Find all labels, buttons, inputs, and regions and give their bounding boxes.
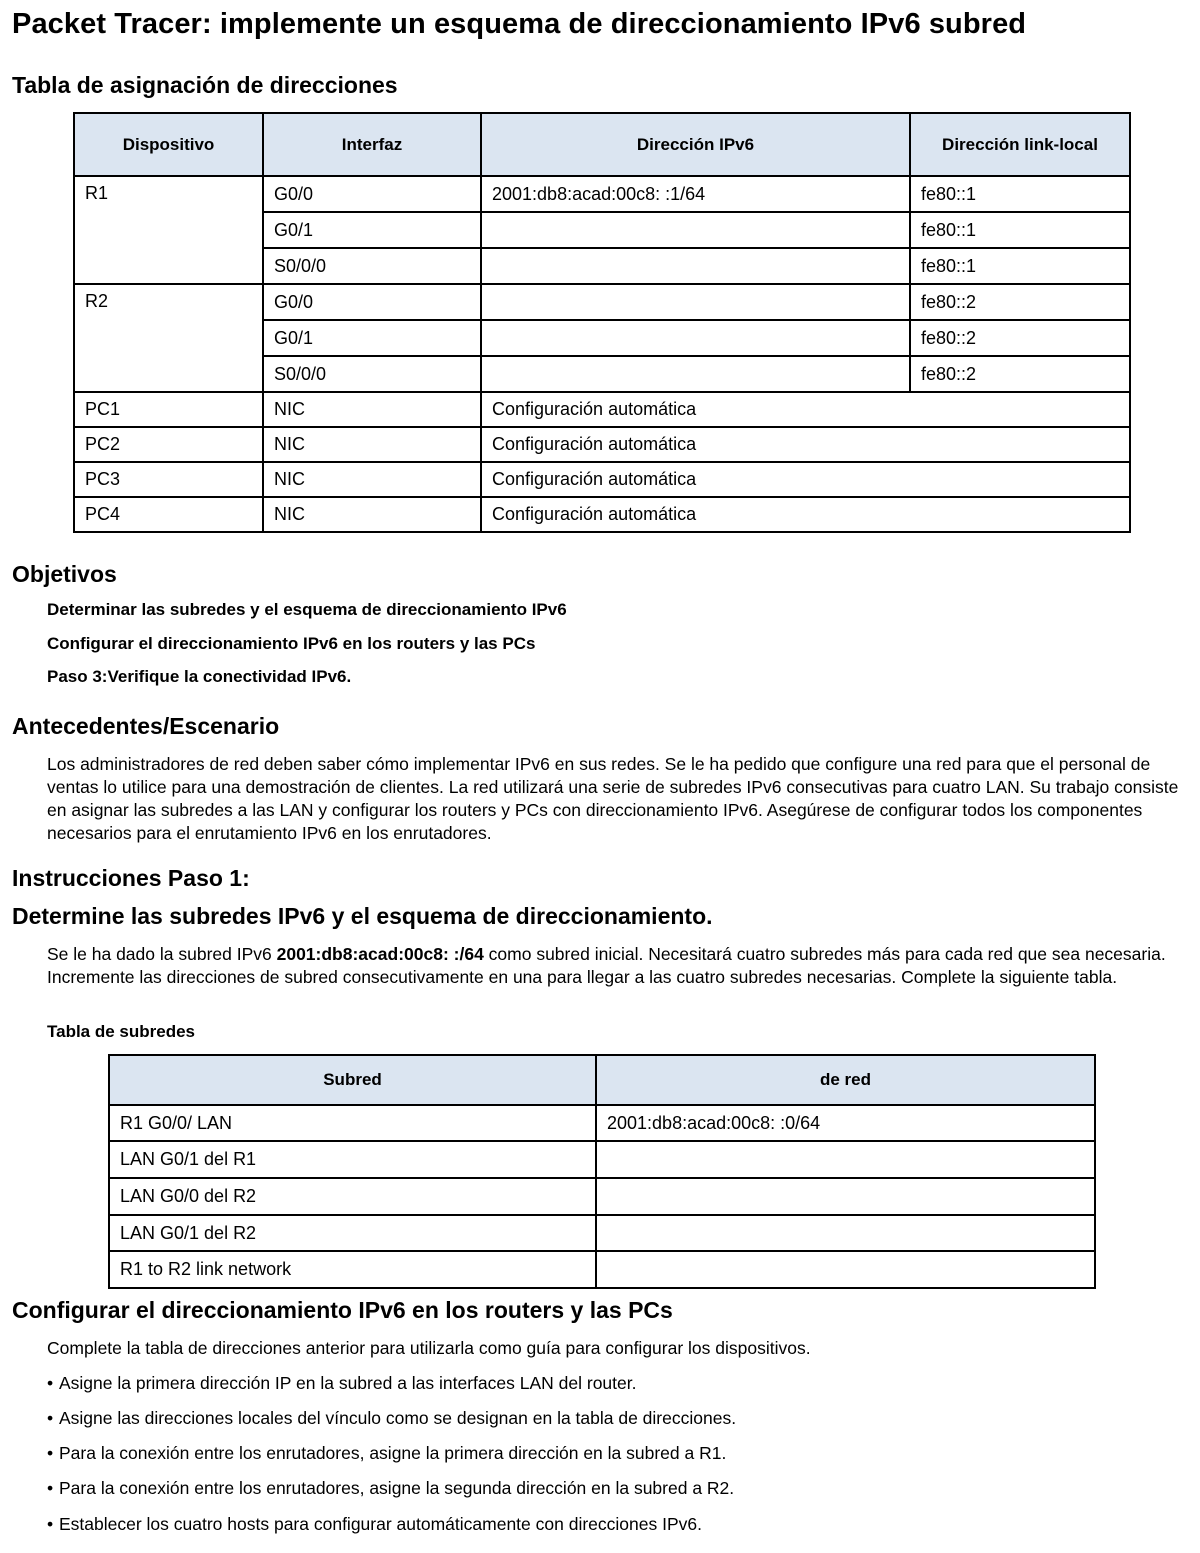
subnet-table bbox=[108, 1054, 1096, 1289]
subnet-address-cell bbox=[596, 1215, 1095, 1251]
header-dispositivo: Dispositivo bbox=[74, 113, 263, 176]
device-cell: R2 bbox=[74, 284, 263, 392]
subnet-name-cell: LAN G0/1 del R1 bbox=[109, 1141, 596, 1178]
table-row bbox=[109, 1141, 1095, 1178]
bullet: • bbox=[47, 1443, 54, 1463]
ipv6-cell bbox=[481, 284, 910, 320]
ipv6-cell: Configuración automática bbox=[481, 392, 1130, 427]
background-heading: Antecedentes/Escenario bbox=[12, 713, 280, 739]
link-local-cell: fe80::2 bbox=[910, 284, 1130, 320]
instructions-heading: Instrucciones Paso 1: bbox=[12, 865, 250, 891]
interface-cell: S0/0/0 bbox=[263, 248, 481, 284]
step1-paragraph bbox=[47, 943, 1182, 989]
bullet: • bbox=[47, 1514, 54, 1534]
ipv6-cell: 2001:db8:acad:00c8: :1/64 bbox=[481, 176, 910, 212]
subnet-address-cell: 2001:db8:acad:00c8: :0/64 bbox=[596, 1105, 1095, 1141]
objective-item: Paso 3:Verifique la conectividad IPv6. bbox=[47, 667, 352, 686]
link-local-cell: fe80::1 bbox=[910, 248, 1130, 284]
bullet-text: Para la conexión entre los enrutadores, asigne la primera dirección en la subred a R1. bbox=[59, 1443, 727, 1463]
subnet-name-cell: LAN G0/1 del R2 bbox=[109, 1215, 596, 1251]
subnet-address-cell bbox=[596, 1251, 1095, 1288]
table-row bbox=[74, 176, 1130, 212]
bullet-text: Establecer los cuatro hosts para configurar automáticamente con direcciones IPv6. bbox=[59, 1514, 702, 1534]
ipv6-cell bbox=[481, 356, 910, 392]
bullet-text: Asigne la primera dirección IP en la subred a las interfaces LAN del router. bbox=[59, 1373, 637, 1393]
configure-intro: Complete la tabla de direcciones anterior para utilizarla como guía para configurar los dispositivos. bbox=[47, 1338, 811, 1358]
step1-text-post: como subred inicial. Necesitará cuatro subredes más para cada red que sea necesaria. Incremente las direcciones de subred consecutivamente en una para llegar a las cuatro subredes necesarias. Complete la siguiente tabla. bbox=[47, 944, 1166, 987]
subnet-header-row bbox=[109, 1055, 1095, 1105]
table-row bbox=[109, 1215, 1095, 1251]
list-item bbox=[47, 1514, 702, 1535]
link-local-cell: fe80::2 bbox=[910, 320, 1130, 356]
addressing-table-heading: Tabla de asignación de direcciones bbox=[12, 72, 398, 98]
table-row bbox=[74, 462, 1130, 497]
bullet-text: Asigne las direcciones locales del vínculo como se designan en la tabla de direcciones. bbox=[59, 1408, 737, 1428]
link-local-cell: fe80::2 bbox=[910, 356, 1130, 392]
header-link-local: Dirección link-local bbox=[910, 113, 1130, 176]
header-interfaz: Interfaz bbox=[263, 113, 481, 176]
device-cell: PC3 bbox=[74, 462, 263, 497]
interface-cell: NIC bbox=[263, 462, 481, 497]
list-item bbox=[47, 1408, 736, 1429]
table-row bbox=[109, 1178, 1095, 1215]
device-cell: PC4 bbox=[74, 497, 263, 532]
subnet-name-cell: R1 G0/0/ LAN bbox=[109, 1105, 596, 1141]
step1-text-pre: Se le ha dado la subred IPv6 bbox=[47, 944, 277, 964]
subnet-address-cell bbox=[596, 1141, 1095, 1178]
addressing-header-row bbox=[74, 113, 1130, 176]
interface-cell: NIC bbox=[263, 392, 481, 427]
list-item bbox=[47, 1443, 726, 1464]
header-subred: Subred bbox=[109, 1055, 596, 1105]
header-de-red: de red bbox=[596, 1055, 1095, 1105]
objective-item: Configurar el direccionamiento IPv6 en los routers y las PCs bbox=[47, 634, 536, 653]
interface-cell: G0/0 bbox=[263, 284, 481, 320]
ipv6-cell bbox=[481, 320, 910, 356]
configure-heading: Configurar el direccionamiento IPv6 en los routers y las PCs bbox=[12, 1297, 673, 1323]
subnet-address-cell bbox=[596, 1178, 1095, 1215]
interface-cell: NIC bbox=[263, 427, 481, 462]
step1-heading: Determine las subredes IPv6 y el esquema de direccionamiento. bbox=[12, 903, 713, 929]
objective-item: Determinar las subredes y el esquema de direccionamiento IPv6 bbox=[47, 600, 567, 619]
table-row bbox=[74, 392, 1130, 427]
subnet-name-cell: LAN G0/0 del R2 bbox=[109, 1178, 596, 1215]
list-item bbox=[47, 1478, 734, 1499]
table-row bbox=[74, 284, 1130, 320]
table-row bbox=[74, 427, 1130, 462]
table-row bbox=[109, 1251, 1095, 1288]
interface-cell: NIC bbox=[263, 497, 481, 532]
device-cell: PC1 bbox=[74, 392, 263, 427]
list-item bbox=[47, 1373, 636, 1394]
ipv6-cell bbox=[481, 212, 910, 248]
interface-cell: S0/0/0 bbox=[263, 356, 481, 392]
subnet-table-heading: Tabla de subredes bbox=[47, 1022, 196, 1041]
link-local-cell: fe80::1 bbox=[910, 176, 1130, 212]
bullet: • bbox=[47, 1373, 54, 1393]
interface-cell: G0/1 bbox=[263, 212, 481, 248]
link-local-cell: fe80::1 bbox=[910, 212, 1130, 248]
addressing-table bbox=[73, 112, 1131, 533]
page-title: Packet Tracer: implemente un esquema de direccionamiento IPv6 subred bbox=[12, 8, 1027, 40]
bullet: • bbox=[47, 1478, 54, 1498]
table-row bbox=[109, 1105, 1095, 1141]
header-ipv6: Dirección IPv6 bbox=[481, 113, 910, 176]
interface-cell: G0/0 bbox=[263, 176, 481, 212]
objectives-heading: Objetivos bbox=[12, 561, 117, 587]
bullet: • bbox=[47, 1408, 54, 1428]
initial-subnet: 2001:db8:acad:00c8: :/64 bbox=[276, 944, 484, 964]
device-cell: R1 bbox=[74, 176, 263, 284]
ipv6-cell: Configuración automática bbox=[481, 497, 1130, 532]
table-row bbox=[74, 497, 1130, 532]
ipv6-cell: Configuración automática bbox=[481, 462, 1130, 497]
ipv6-cell: Configuración automática bbox=[481, 427, 1130, 462]
background-paragraph: Los administradores de red deben saber cómo implementar IPv6 en sus redes. Se le ha pedido que configure una red para que el personal de ventas lo utilice para una demostración de clientes. La red utilizará una serie de subredes IPv6 consecutivas para cuatro LAN. Su trabajo consiste en asignar las subredes a las LAN y configurar los routers y PCs con direccionamiento IPv6. Asegúrese de configurar todos los componentes necesarios para el enrutamiento IPv6 en los enrutadores. bbox=[47, 754, 1179, 843]
subnet-name-cell: R1 to R2 link network bbox=[109, 1251, 596, 1288]
device-cell: PC2 bbox=[74, 427, 263, 462]
ipv6-cell bbox=[481, 248, 910, 284]
bullet-text: Para la conexión entre los enrutadores, asigne la segunda dirección en la subred a R2. bbox=[59, 1478, 735, 1498]
interface-cell: G0/1 bbox=[263, 320, 481, 356]
